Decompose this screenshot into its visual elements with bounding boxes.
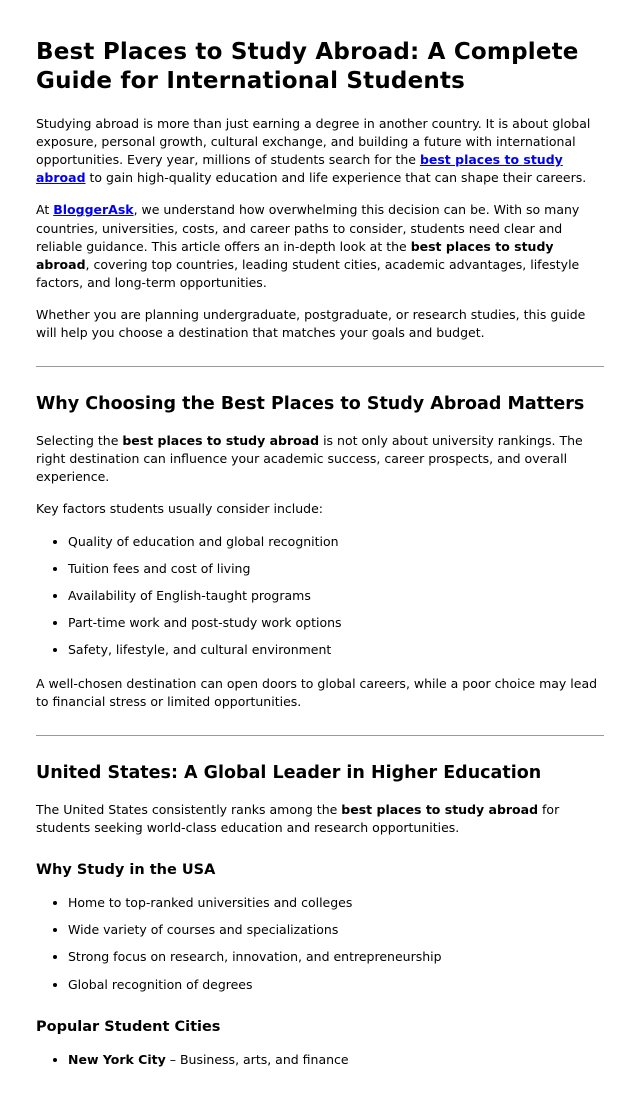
city-description: – Business, arts, and finance (165, 1051, 349, 1067)
list-item: • Safety, lifestyle, and cultural environment (68, 641, 604, 659)
paragraph-text: The United States consistently ranks among the (36, 802, 342, 818)
sub-heading-why-study-usa: Why Study in the USA (36, 862, 216, 879)
key-factors-list (36, 533, 604, 660)
list-item: • Wide variety of courses and specializations (68, 921, 604, 939)
article-title: Best Places to Study Abroad: A Complete Guide for International Students (36, 39, 579, 95)
list-item: • Quality of education and global recognition (68, 533, 604, 551)
list-item: • Strong focus on research, innovation, and entrepreneurship (68, 948, 604, 966)
why-matters-paragraph-1 (36, 432, 604, 486)
bloggerask-link[interactable]: BloggerAsk (53, 202, 134, 218)
intro-paragraph-1 (36, 115, 604, 188)
list-item: • Tuition fees and cost of living (68, 560, 604, 578)
why-matters-paragraph-2: Key factors students usually consider include: (36, 501, 324, 517)
list-item (68, 1051, 604, 1069)
paragraph-text: for students seeking world-class education and research opportunities. (36, 802, 560, 836)
sub-heading-popular-cities: Popular Student Cities (36, 1018, 221, 1035)
paragraph-text: , we understand how overwhelming this decision can be. With so many countries, universities, costs, and career paths to consider, students need clear and reliable guidance. This article offers an in-depth look at the (36, 202, 580, 254)
intro-paragraph-2 (36, 201, 604, 292)
paragraph-text: , covering top countries, leading student cities, academic advantages, lifestyle factors, and long-term opportunities. (36, 256, 580, 290)
paragraph-text: At (36, 202, 54, 218)
list-item: • Availability of English-taught programs (68, 587, 604, 605)
section-divider (36, 735, 604, 736)
paragraph-text: to gain high-quality education and life experience that can shape their careers. (85, 170, 587, 186)
paragraph-text: Selecting the (36, 433, 123, 448)
intro-paragraph-3: Whether you are planning undergraduate, postgraduate, or research studies, this guide will help you choose a destination that matches your goals and budget. (36, 307, 586, 341)
paragraph-text: Studying abroad is more than just earning a degree in another country. It is about global exposure, personal growth, cultural exchange, and building a future with international opportunities. Every year, millions of students search for the (36, 115, 591, 168)
best-places-link[interactable]: best places to study abroad (36, 152, 563, 186)
bold-keyword: best places to study abroad (341, 802, 539, 818)
bold-keyword: best places to study abroad (122, 433, 320, 448)
list-item: • Part-time work and post-study work options (68, 614, 604, 632)
popular-cities-list (36, 1051, 604, 1069)
section-heading-united-states: United States: A Global Leader in Higher Education (36, 763, 542, 784)
list-item: • Home to top-ranked universities and colleges (68, 894, 604, 912)
section-heading-why-matters: Why Choosing the Best Places to Study Abroad Matters (36, 394, 585, 415)
usa-paragraph-1 (36, 801, 604, 837)
section-divider (36, 366, 604, 367)
usa-benefits-list (36, 894, 604, 994)
list-item: • Global recognition of degrees (68, 976, 604, 994)
city-name: New York City (68, 1051, 166, 1067)
why-matters-paragraph-3: A well-chosen destination can open doors to global careers, while a poor choice may lead to financial stress or limited opportunities. (36, 676, 598, 710)
bold-keyword: best places to study abroad (36, 238, 554, 272)
paragraph-text: is not only about university rankings. The right destination can influence your academic success, career prospects, and overall experience. (36, 433, 583, 485)
